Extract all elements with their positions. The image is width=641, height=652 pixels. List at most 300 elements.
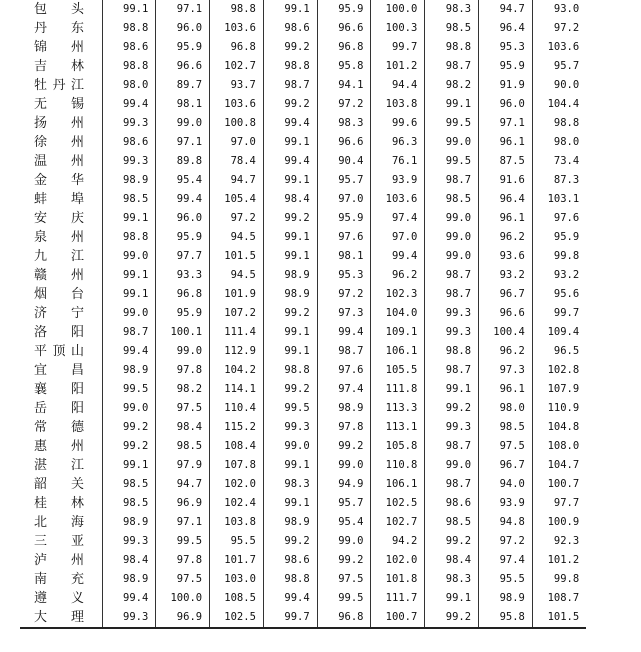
index-value-cell: 96.1 (479, 380, 533, 399)
index-value-cell: 110.9 (547, 402, 580, 414)
index-value-cell: 99.1 (102, 266, 156, 285)
city-cell (20, 171, 102, 190)
index-value-cell: 98.4 (263, 190, 317, 209)
index-value-cell: 99.0 (263, 437, 317, 456)
city-name (34, 494, 84, 513)
table-row (20, 380, 586, 399)
index-value-cell: 98.9 (263, 513, 317, 532)
city-cell (20, 570, 102, 589)
city-name-char: 理 (70, 610, 84, 625)
index-value-cell: 107.9 (547, 383, 580, 395)
index-value-cell: 105.4 (210, 190, 264, 209)
index-value-cell: 99.4 (156, 190, 210, 209)
index-value-cell: 99.2 (425, 532, 479, 551)
index-value-cell: 99.5 (425, 152, 479, 171)
index-value-cell: 97.1 (156, 0, 210, 19)
index-value-cell: 96.8 (317, 608, 371, 628)
index-value-cell: 99.5 (263, 399, 317, 418)
city-name-char: 九 (34, 249, 48, 264)
index-value-cell: 99.3 (102, 114, 156, 133)
city-name-char: 江 (70, 458, 84, 473)
index-value-cell: 96.7 (479, 285, 533, 304)
city-name (34, 475, 84, 494)
index-value-cell: 99.3 (263, 418, 317, 437)
index-value-cell: 96.6 (156, 57, 210, 76)
city-name (34, 38, 84, 57)
city-name (34, 228, 84, 247)
city-cell (20, 209, 102, 228)
table-row (20, 0, 586, 19)
index-value-cell: 98.6 (263, 19, 317, 38)
city-name-char: 泸 (34, 553, 48, 568)
city-cell (20, 114, 102, 133)
city-cell (20, 608, 102, 628)
index-value-cell: 102.7 (371, 513, 425, 532)
city-name-char: 顶 (52, 344, 66, 359)
index-value-cell: 99.0 (425, 247, 479, 266)
index-value-cell: 96.8 (156, 285, 210, 304)
city-name-char: 徐 (34, 135, 48, 150)
city-cell (20, 266, 102, 285)
index-value-cell: 97.0 (371, 228, 425, 247)
table-row (20, 456, 586, 475)
index-value-cell: 98.6 (102, 38, 156, 57)
index-value-cell: 98.7 (425, 475, 479, 494)
index-value-cell: 107.8 (210, 456, 264, 475)
index-value-cell: 100.4 (479, 323, 533, 342)
index-value-cell: 97.4 (371, 209, 425, 228)
index-value-cell: 99.4 (102, 342, 156, 361)
city-name (34, 589, 84, 608)
index-value-cell: 96.1 (479, 133, 533, 152)
city-name-char: 湛 (34, 458, 48, 473)
city-name-char: 烟 (34, 287, 48, 302)
city-name-char: 阳 (70, 401, 84, 416)
index-value-cell: 97.0 (317, 190, 371, 209)
city-name-char: 山 (70, 344, 84, 359)
index-value-cell: 99.2 (425, 399, 479, 418)
city-name-char: 三 (34, 534, 48, 549)
city-name (34, 95, 84, 114)
index-value-cell: 98.8 (102, 19, 156, 38)
city-name (34, 247, 84, 266)
index-value-cell: 99.3 (425, 418, 479, 437)
index-value-cell: 97.2 (317, 285, 371, 304)
city-name-char: 韶 (34, 477, 48, 492)
city-cell (20, 380, 102, 399)
index-value-cell: 94.1 (317, 76, 371, 95)
index-value-cell: 108.5 (210, 589, 264, 608)
index-value-cell: 98.8 (553, 117, 580, 129)
index-value-cell: 90.4 (317, 152, 371, 171)
index-value-cell: 103.8 (371, 95, 425, 114)
table-row (20, 95, 586, 114)
index-value-cell: 106.1 (371, 342, 425, 361)
city-name-char: 常 (34, 420, 48, 435)
table-row (20, 589, 586, 608)
index-value-cell: 99.2 (317, 437, 371, 456)
index-value-cell: 102.4 (210, 494, 264, 513)
index-value-cell: 96.6 (317, 133, 371, 152)
city-name (34, 361, 84, 380)
index-value-cell: 105.5 (371, 361, 425, 380)
index-value-cell: 99.1 (425, 380, 479, 399)
index-value-cell: 99.4 (102, 589, 156, 608)
index-value-cell: 94.8 (479, 513, 533, 532)
index-value-cell: 100.0 (371, 0, 425, 19)
city-name-char: 州 (70, 40, 84, 55)
index-value-cell: 98.8 (263, 361, 317, 380)
index-value-cell: 95.5 (210, 532, 264, 551)
table-row (20, 171, 586, 190)
index-value-cell: 95.7 (317, 171, 371, 190)
city-cell (20, 19, 102, 38)
city-name (34, 418, 84, 437)
index-value-cell: 102.5 (371, 494, 425, 513)
city-name-char: 州 (70, 439, 84, 454)
city-name-char: 州 (70, 135, 84, 150)
index-value-cell: 98.4 (425, 551, 479, 570)
index-value-cell: 97.9 (156, 456, 210, 475)
table-row (20, 57, 586, 76)
index-value-cell: 101.2 (371, 57, 425, 76)
city-name (34, 532, 84, 551)
city-cell (20, 133, 102, 152)
city-name-char: 宁 (70, 306, 84, 321)
index-value-cell: 99.4 (263, 589, 317, 608)
index-value-cell: 96.8 (210, 38, 264, 57)
index-value-cell: 109.4 (547, 326, 580, 338)
table-row (20, 304, 586, 323)
index-value-cell: 99.2 (263, 532, 317, 551)
city-cell (20, 152, 102, 171)
index-value-cell: 99.1 (263, 342, 317, 361)
index-value-cell: 98.8 (210, 0, 264, 19)
city-name-char: 洛 (34, 325, 48, 340)
city-name-char: 丹 (52, 78, 66, 93)
index-value-cell: 97.5 (479, 437, 533, 456)
index-value-cell: 104.4 (547, 98, 580, 110)
index-value-cell: 99.0 (156, 114, 210, 133)
index-value-cell: 99.0 (156, 342, 210, 361)
city-cell (20, 475, 102, 494)
index-value-cell: 94.2 (371, 532, 425, 551)
index-value-cell: 98.2 (156, 380, 210, 399)
index-value-cell: 111.4 (210, 323, 264, 342)
table-row (20, 228, 586, 247)
index-value-cell: 95.9 (479, 57, 533, 76)
city-name-char: 北 (34, 515, 48, 530)
index-value-cell: 100.7 (371, 608, 425, 628)
index-value-cell: 113.3 (371, 399, 425, 418)
index-value-cell: 100.9 (547, 516, 580, 528)
table-row (20, 19, 586, 38)
index-value-cell: 98.5 (156, 437, 210, 456)
index-value-cell: 94.9 (317, 475, 371, 494)
index-value-cell: 99.4 (317, 323, 371, 342)
index-value-cell: 98.7 (425, 437, 479, 456)
table-row (20, 342, 586, 361)
index-value-cell: 103.0 (210, 570, 264, 589)
index-value-cell: 98.6 (425, 494, 479, 513)
city-name-char: 大 (34, 610, 48, 625)
city-cell (20, 456, 102, 475)
index-value-cell: 108.4 (210, 437, 264, 456)
index-value-cell: 104.2 (210, 361, 264, 380)
city-name-char: 州 (70, 116, 84, 131)
index-value-cell: 109.1 (371, 323, 425, 342)
table-row (20, 532, 586, 551)
index-value-cell: 91.9 (479, 76, 533, 95)
index-value-cell: 99.4 (371, 247, 425, 266)
city-name (34, 114, 84, 133)
index-value-cell: 101.9 (210, 285, 264, 304)
index-value-cell: 97.2 (553, 22, 580, 34)
city-name-char: 昌 (70, 363, 84, 378)
index-value-cell: 98.4 (156, 418, 210, 437)
index-value-cell: 96.9 (156, 494, 210, 513)
city-name-char: 江 (70, 78, 84, 93)
index-value-cell: 94.5 (210, 228, 264, 247)
index-value-cell: 95.9 (156, 38, 210, 57)
index-value-cell: 93.2 (479, 266, 533, 285)
index-value-cell: 97.2 (479, 532, 533, 551)
index-value-cell: 99.8 (553, 250, 580, 262)
index-value-cell: 98.5 (425, 513, 479, 532)
index-value-cell: 93.9 (371, 171, 425, 190)
city-name-char: 台 (70, 287, 84, 302)
table-row (20, 608, 586, 628)
price-index-table (20, 0, 586, 629)
index-value-cell: 99.2 (102, 418, 156, 437)
index-value-cell: 89.7 (156, 76, 210, 95)
index-value-cell: 99.1 (102, 456, 156, 475)
index-value-cell: 99.3 (102, 152, 156, 171)
index-value-cell: 98.3 (317, 114, 371, 133)
index-value-cell: 93.9 (479, 494, 533, 513)
city-name-char: 济 (34, 306, 48, 321)
city-name-char: 吉 (34, 59, 48, 74)
index-value-cell: 93.7 (210, 76, 264, 95)
index-value-cell: 104.0 (371, 304, 425, 323)
index-value-cell: 93.2 (553, 269, 580, 281)
city-name-char: 义 (70, 591, 84, 606)
index-value-cell: 115.2 (210, 418, 264, 437)
index-value-cell: 97.8 (156, 361, 210, 380)
city-name-char: 林 (70, 59, 84, 74)
index-value-cell: 99.0 (102, 304, 156, 323)
index-value-cell: 96.0 (156, 19, 210, 38)
index-value-cell: 95.9 (317, 209, 371, 228)
index-value-cell: 98.5 (425, 190, 479, 209)
index-value-cell: 101.8 (371, 570, 425, 589)
price-index-table-container (20, 0, 586, 629)
city-name (34, 342, 84, 361)
city-name-char: 桂 (34, 496, 48, 511)
city-cell (20, 304, 102, 323)
index-value-cell: 98.7 (425, 57, 479, 76)
index-value-cell: 98.8 (263, 570, 317, 589)
index-value-cell: 98.9 (102, 570, 156, 589)
index-value-cell: 101.5 (532, 608, 586, 628)
city-name-char: 东 (70, 21, 84, 36)
index-value-cell: 97.4 (317, 380, 371, 399)
index-value-cell: 93.6 (479, 247, 533, 266)
index-value-cell: 96.7 (479, 456, 533, 475)
index-value-cell: 101.2 (547, 554, 580, 566)
table-row (20, 551, 586, 570)
index-value-cell: 76.1 (371, 152, 425, 171)
index-value-cell: 98.9 (263, 266, 317, 285)
index-value-cell: 98.8 (425, 38, 479, 57)
index-value-cell: 99.1 (102, 285, 156, 304)
city-cell (20, 247, 102, 266)
city-name-char: 阳 (70, 325, 84, 340)
index-value-cell: 98.9 (102, 361, 156, 380)
index-value-cell: 95.9 (317, 0, 371, 19)
index-value-cell: 96.2 (479, 228, 533, 247)
index-value-cell: 111.8 (371, 380, 425, 399)
city-name (34, 190, 84, 209)
index-value-cell: 99.4 (263, 114, 317, 133)
index-value-cell: 99.1 (263, 456, 317, 475)
index-value-cell: 96.9 (156, 608, 210, 628)
index-value-cell: 87.3 (553, 174, 580, 186)
index-value-cell: 99.7 (371, 38, 425, 57)
city-name (34, 570, 84, 589)
city-cell (20, 57, 102, 76)
index-value-cell: 99.1 (425, 95, 479, 114)
city-cell (20, 532, 102, 551)
index-value-cell: 98.5 (102, 494, 156, 513)
table-row (20, 247, 586, 266)
index-value-cell: 96.5 (553, 345, 580, 357)
index-value-cell: 99.0 (102, 399, 156, 418)
index-value-cell: 95.8 (479, 608, 533, 628)
city-name (34, 0, 84, 19)
index-value-cell: 96.6 (479, 304, 533, 323)
city-cell (20, 95, 102, 114)
index-value-cell: 96.8 (317, 38, 371, 57)
index-value-cell: 100.1 (156, 323, 210, 342)
index-value-cell: 100.8 (210, 114, 264, 133)
table-body (20, 0, 586, 628)
index-value-cell: 96.6 (317, 19, 371, 38)
city-cell (20, 76, 102, 95)
index-value-cell: 99.4 (263, 152, 317, 171)
index-value-cell: 99.2 (425, 608, 479, 628)
index-value-cell: 98.3 (425, 570, 479, 589)
index-value-cell: 99.3 (102, 608, 156, 628)
index-value-cell: 99.5 (425, 114, 479, 133)
index-value-cell: 94.5 (210, 266, 264, 285)
index-value-cell: 98.6 (263, 551, 317, 570)
city-cell (20, 38, 102, 57)
index-value-cell: 98.1 (156, 95, 210, 114)
index-value-cell: 95.9 (553, 231, 580, 243)
index-value-cell: 97.6 (317, 361, 371, 380)
index-value-cell: 97.3 (479, 361, 533, 380)
city-name (34, 285, 84, 304)
city-name-char: 遵 (34, 591, 48, 606)
city-name-char: 锡 (70, 97, 84, 112)
index-value-cell: 108.7 (547, 592, 580, 604)
index-value-cell: 95.5 (479, 570, 533, 589)
index-value-cell: 101.5 (210, 247, 264, 266)
city-name-char: 泉 (34, 230, 48, 245)
index-value-cell: 99.1 (102, 209, 156, 228)
table-row (20, 133, 586, 152)
index-value-cell: 98.5 (425, 19, 479, 38)
index-value-cell: 110.4 (210, 399, 264, 418)
index-value-cell: 97.5 (156, 399, 210, 418)
city-name (34, 19, 84, 38)
index-value-cell: 99.3 (102, 532, 156, 551)
index-value-cell: 98.9 (479, 589, 533, 608)
index-value-cell: 107.2 (210, 304, 264, 323)
city-cell (20, 228, 102, 247)
index-value-cell: 97.6 (553, 212, 580, 224)
index-value-cell: 98.7 (425, 285, 479, 304)
city-name-char: 州 (70, 154, 84, 169)
table-row (20, 285, 586, 304)
index-value-cell: 97.8 (317, 418, 371, 437)
city-name (34, 266, 84, 285)
index-value-cell: 99.3 (425, 323, 479, 342)
index-value-cell: 114.1 (210, 380, 264, 399)
city-cell (20, 437, 102, 456)
city-cell (20, 494, 102, 513)
city-name-char: 温 (34, 154, 48, 169)
index-value-cell: 98.7 (425, 361, 479, 380)
index-value-cell: 99.1 (263, 171, 317, 190)
index-value-cell: 98.9 (102, 171, 156, 190)
city-name-char: 州 (70, 230, 84, 245)
city-name-char: 阳 (70, 382, 84, 397)
city-name-char: 平 (34, 344, 48, 359)
city-cell (20, 399, 102, 418)
index-value-cell: 108.0 (547, 440, 580, 452)
index-value-cell: 99.4 (102, 95, 156, 114)
city-name-char: 华 (70, 173, 84, 188)
index-value-cell: 97.7 (553, 497, 580, 509)
city-name-char: 丹 (34, 21, 48, 36)
index-value-cell: 102.0 (210, 475, 264, 494)
index-value-cell: 95.9 (156, 304, 210, 323)
index-value-cell: 98.4 (102, 551, 156, 570)
index-value-cell: 94.4 (371, 76, 425, 95)
index-value-cell: 99.1 (102, 0, 156, 19)
table-row (20, 475, 586, 494)
table-row (20, 114, 586, 133)
index-value-cell: 94.0 (479, 475, 533, 494)
table-row (20, 38, 586, 57)
city-name-char: 南 (34, 572, 48, 587)
city-name-char: 宜 (34, 363, 48, 378)
index-value-cell: 96.2 (371, 266, 425, 285)
index-value-cell: 95.3 (317, 266, 371, 285)
city-cell (20, 323, 102, 342)
index-value-cell: 95.6 (553, 288, 580, 300)
city-name-char: 扬 (34, 116, 48, 131)
index-value-cell: 98.7 (425, 171, 479, 190)
city-cell (20, 551, 102, 570)
index-value-cell: 96.2 (479, 342, 533, 361)
city-name-char: 头 (70, 2, 84, 17)
index-value-cell: 98.7 (102, 323, 156, 342)
index-value-cell: 102.0 (371, 551, 425, 570)
table-row (20, 437, 586, 456)
